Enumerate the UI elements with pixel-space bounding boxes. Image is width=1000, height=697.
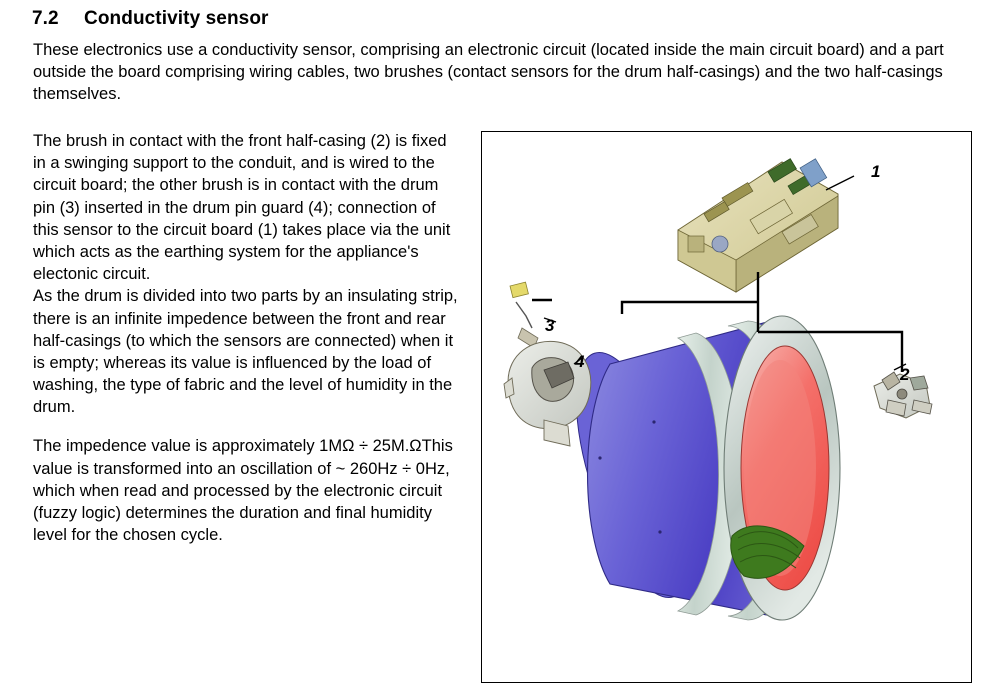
body-paragraph-2: As the drum is divided into two parts by an insulating strip, there is an infinite impedence between the front and rear half-casings (to which the sensors are connected) when it is empty; whereas its value is influenced by the load of washing, the type of fabric and the level of humidity in the drum. xyxy=(33,287,458,417)
section-number: 7.2 xyxy=(32,8,59,29)
section-heading xyxy=(32,8,269,30)
drum-assembly xyxy=(553,316,840,620)
body-paragraph-3: The impedence value is approximately 1MΩ ÷ 25M.ΩThis value is transformed into an oscillation of ~ 260Hz ÷ 0Hz, which when read and processed by the electronic circuit (fuzzy logic) determines the duration and final humidity level for the chosen cycle. xyxy=(33,437,453,545)
body-paragraph-1: The brush in contact with the front half-casing (2) is fixed in a swinging support to the conduit, and is wired to the circuit board; the other brush is in contact with the drum pin (3) inserted in the drum pin guard (4); connection of this sensor to the circuit board (1) takes place via the unit which acts as the earthing system for the appliance's electonic circuit. xyxy=(33,132,451,284)
figure-panel xyxy=(481,131,972,683)
drum-pin-part xyxy=(510,282,538,348)
callout-label-1: 1 xyxy=(871,162,881,181)
body-text-column xyxy=(33,130,463,546)
circuit-board-part xyxy=(678,159,838,292)
intro-paragraph: These electronics use a conductivity sensor, comprising an electronic circuit (located inside the main circuit board) and a part outside the board comprising wiring cables, two brushes (contact sensors for the drum half-casings) and the two half-casings themselves. xyxy=(33,41,944,103)
callout-label-4: 4 xyxy=(575,352,585,371)
section-title: Conductivity sensor xyxy=(84,8,269,29)
exploded-diagram xyxy=(482,132,971,682)
callout-label-3: 3 xyxy=(545,316,555,335)
callout-label-2: 2 xyxy=(900,365,910,384)
